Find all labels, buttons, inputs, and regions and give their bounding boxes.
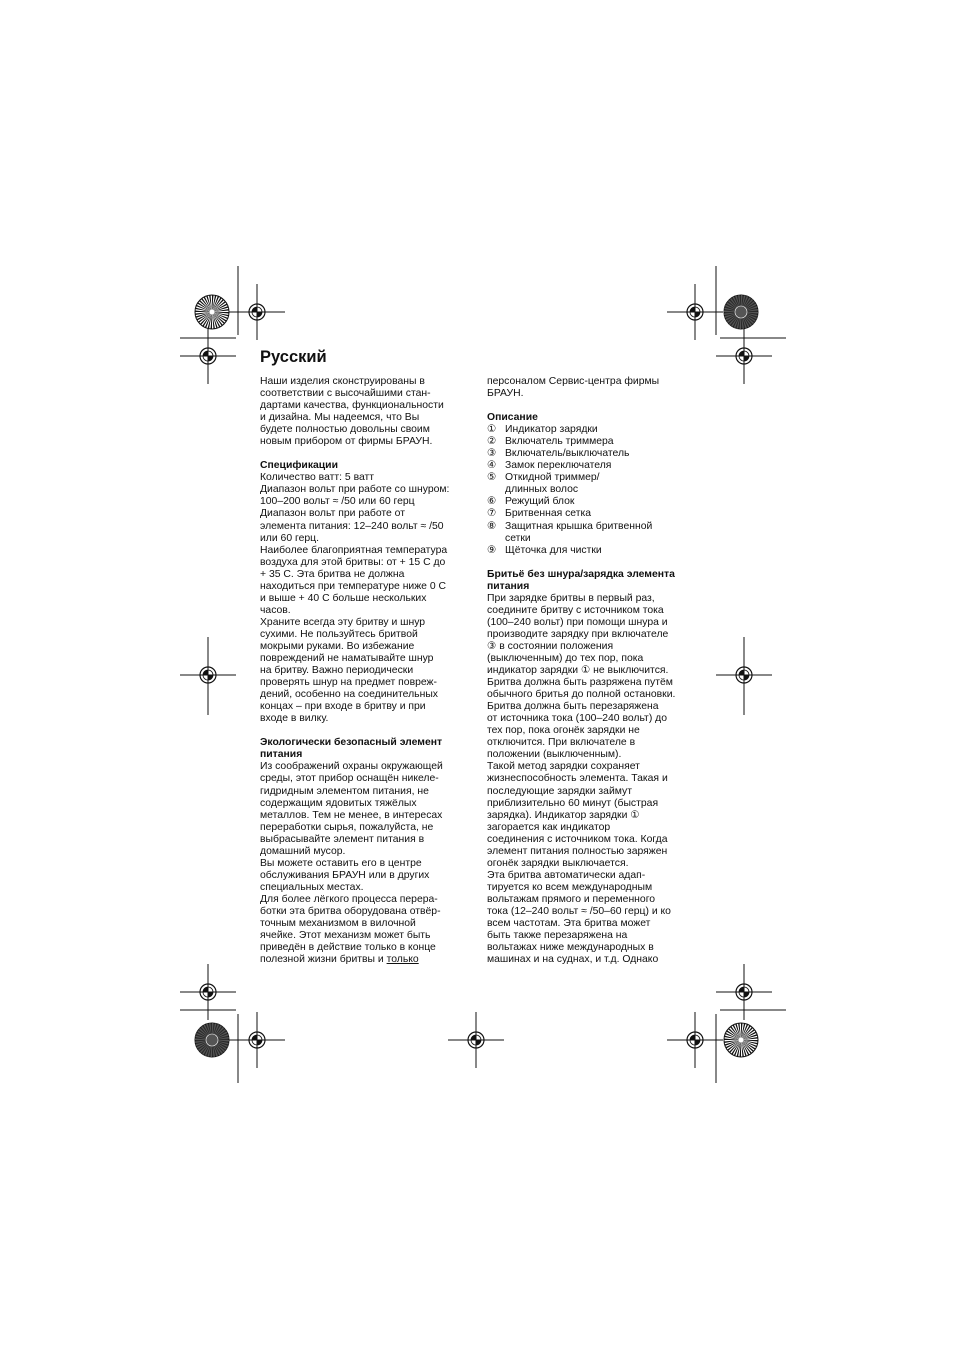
text-line: тока (12–240 вольт ≈ /50–60 герц) и ко	[487, 905, 671, 917]
item-number: ①	[487, 424, 497, 436]
page-title: Русский	[260, 348, 327, 366]
text-line: металлов. Тем не менее, в интересах	[260, 809, 443, 821]
dark-wheel-icon	[195, 1023, 229, 1057]
item-label: Включатель/выключатель	[505, 448, 630, 460]
charging-heading: Бритьё без шнура/зарядка элемента питания	[487, 568, 675, 592]
text-line: (100–240 вольт) при помощи шнура и	[487, 616, 668, 628]
text-line: жизнеспособность элемента. Такая и	[487, 773, 668, 785]
list-item	[487, 496, 697, 508]
registration-target-icon	[716, 647, 772, 703]
text-line: полезной жизни бритвы и только	[260, 954, 419, 966]
text-line: и дизайна. Мы надеемся, что Вы	[260, 412, 420, 424]
list-item	[487, 460, 697, 472]
item-number: ⑦	[487, 508, 497, 520]
text-line: элемента питания: 12–240 вольт ≈ /50	[260, 520, 444, 532]
item-label: Откидной триммер/ длинных волос	[505, 472, 600, 496]
text-line: новым прибором от фирмы БРАУН.	[260, 436, 433, 448]
text-line: тех пор, пока огонёк зарядки не	[487, 725, 640, 737]
text-line: дений, особенно на соединительных	[260, 689, 438, 701]
text-line: гидридным элементом питания, не	[260, 785, 429, 797]
parts-list	[487, 424, 697, 557]
registration-target-icon	[180, 964, 236, 1020]
text-line: концах – при входе в бритву и при	[260, 701, 426, 713]
list-item	[487, 472, 697, 496]
dark-wheel-icon	[724, 295, 758, 329]
item-number: ③	[487, 448, 497, 460]
starburst-wheel-icon	[724, 1023, 758, 1057]
specs-section	[260, 460, 470, 725]
text-line: Количество ватт: 5 ватт	[260, 472, 375, 484]
text-line: точным механизмом в вилочной	[260, 918, 416, 930]
text-line: тируется ко всем международным	[487, 881, 653, 893]
text-line: от источника тока (100–240 вольт) до	[487, 713, 668, 725]
text-line: всем частотам. Эта бритва может	[487, 918, 651, 930]
text-line: соединения с источником тока. Когда	[487, 833, 668, 845]
eco-section	[260, 737, 470, 966]
text-line: последующие зарядки займут	[487, 785, 632, 797]
text-line: приблизительно 60 минут (быстрая	[487, 797, 659, 809]
item-number: ⑥	[487, 496, 497, 508]
text-line: часов.	[260, 604, 291, 616]
item-label: Включатель триммера	[505, 436, 614, 448]
registration-target-icon	[448, 1012, 504, 1068]
text-line: содержащим ядовитых тяжёлых	[260, 797, 417, 809]
text-line: загорается как индикатор	[487, 821, 611, 833]
text-line: соедините бритву с источником тока	[487, 604, 664, 616]
specs-heading: Спецификации	[260, 460, 338, 472]
list-item	[487, 448, 697, 460]
description-section	[487, 412, 697, 557]
text-line: домашний мусор.	[260, 845, 346, 857]
text-line: или 60 герц.	[260, 532, 319, 544]
text-line: ботки эта бритва оборудована отвёр-	[260, 905, 441, 917]
registration-target-icon	[667, 1012, 723, 1068]
text-line: (выключенным) до тех пор, пока	[487, 652, 644, 664]
text-line: вольтажах ниже международных в	[487, 942, 654, 954]
list-item	[487, 424, 697, 436]
charging-section	[487, 569, 697, 967]
text-line: + 35 С. Эта бритва не должна	[260, 568, 405, 580]
registration-target-icon	[667, 284, 723, 340]
item-label: Замок переключателя	[505, 460, 612, 472]
text-line: обычного бритья до полной остановки.	[487, 689, 676, 701]
text-line: Диапазон вольт при работе от	[260, 508, 405, 520]
text-line: проверять шнур на предмет повреж-	[260, 677, 437, 689]
text-line: 100–200 вольт ≈ /50 или 60 герц	[260, 496, 415, 508]
description-heading: Описание	[487, 412, 538, 424]
registration-target-icon	[716, 328, 772, 384]
intro-paragraph	[260, 376, 470, 448]
item-label: Щёточка для чистки	[505, 544, 602, 556]
text-line: сухими. Не пользуйтесь бритвой	[260, 628, 418, 640]
text-line: Такой метод зарядки сохраняет	[487, 761, 640, 773]
text-line: быть также перезаряжена на	[487, 930, 628, 942]
text-line: Диапазон вольт при работе со шнуром:	[260, 484, 450, 496]
text-line: При зарядке бритвы в первый раз,	[487, 592, 655, 604]
text-line: Бритва должна быть перезаряжена	[487, 701, 659, 713]
text-line: на бритву. Важно периодически	[260, 665, 414, 677]
text-line: вольтажам прямого и переменного	[487, 893, 656, 905]
text-line: среды, этот прибор оснащён никеле-	[260, 773, 439, 785]
text-line: ячейке. Этот механизм может быть	[260, 930, 431, 942]
text-line: положении (выключенным).	[487, 749, 622, 761]
registration-target-icon	[716, 964, 772, 1020]
text-line: ③ в состоянии положения	[487, 640, 614, 652]
text-line: Храните всегда эту бритву и шнур	[260, 616, 426, 628]
registration-target-icon	[229, 284, 285, 340]
text-line: Бритва должна быть разряжена путём	[487, 677, 673, 689]
text-line: зарядка). Индикатор зарядки ①	[487, 809, 640, 821]
item-number: ⑧	[487, 520, 497, 532]
text-line: входе в вилку.	[260, 713, 329, 725]
item-label: Бритвенная сетка	[505, 508, 592, 520]
item-number: ②	[487, 436, 497, 448]
text-line: приведён в действие только в конце	[260, 942, 436, 954]
item-number: ④	[487, 460, 497, 472]
registration-target-icon	[229, 1012, 285, 1068]
right-column	[487, 376, 697, 966]
text-line: Наиболее благоприятная температура	[260, 544, 448, 556]
eco-heading: Экологически безопасный элемент питания	[260, 737, 443, 761]
list-item	[487, 436, 697, 448]
text-line: Из соображений охраны окружающей	[260, 761, 443, 773]
text-line: дартами качества, функциональности	[260, 400, 444, 412]
starburst-wheel-icon	[195, 295, 229, 329]
text-line: специальных местах.	[260, 881, 364, 893]
text-line: БРАУН.	[487, 388, 524, 400]
text-line: персоналом Сервис-центра фирмы	[487, 376, 660, 387]
list-item	[487, 508, 697, 520]
text-line: и выше + 40 С больше нескольких	[260, 592, 427, 604]
text-line: обслуживания БРАУН или в других	[260, 869, 430, 881]
item-label: Защитная крышка бритвенной сетки	[505, 520, 653, 544]
left-column	[260, 376, 470, 966]
text-line: повреждений не наматывайте шнур	[260, 653, 434, 665]
item-label: Режущий блок	[505, 496, 575, 508]
list-item	[487, 521, 697, 545]
registration-target-icon	[180, 647, 236, 703]
text-line: производите зарядку при включателе	[487, 628, 669, 640]
text-line: Вы можете оставить его в центре	[260, 857, 422, 869]
text-line: индикатор зарядки ① не выключится.	[487, 665, 669, 677]
text-line: будете полностью довольны своим	[260, 424, 430, 436]
text-line: огонёк зарядки выключается.	[487, 857, 629, 869]
list-item	[487, 545, 697, 557]
continuation-paragraph	[487, 376, 697, 400]
text-line: Эта бритва автоматически адап-	[487, 869, 646, 881]
text-line: Наши изделия сконструированы в	[260, 376, 425, 387]
underlined-word: только	[386, 954, 419, 966]
text-line: Для более лёгкого процесса перера-	[260, 893, 438, 905]
text-line: мокрыми руками. Во избежание	[260, 640, 415, 652]
text-line: находиться при температуре ниже 0 С	[260, 580, 447, 592]
registration-target-icon	[180, 328, 236, 384]
text-line: соответствии с высочайшими стан-	[260, 388, 431, 400]
text-line: машинах и на суднах, и т.д. Однако	[487, 954, 659, 966]
item-number: ⑤	[487, 472, 497, 484]
text-line: переработки сырья, пожалуйста, не	[260, 821, 434, 833]
text-line: элемент питания полностью заряжен	[487, 845, 668, 857]
text-line: выбрасывайте элемент питания в	[260, 833, 425, 845]
item-label: Индикатор зарядки	[505, 424, 598, 436]
text-line: отключится. При включателе в	[487, 737, 636, 749]
text-line: воздуха для этой бритвы: от + 15 С до	[260, 556, 446, 568]
item-number: ⑨	[487, 544, 497, 556]
